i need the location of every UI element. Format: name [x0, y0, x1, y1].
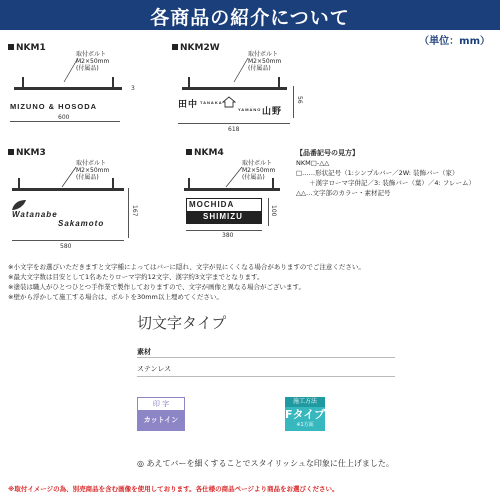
height-dim: 3 — [131, 85, 135, 92]
bolt-note: 取付ボルト M2×50mm (付属品) — [76, 160, 110, 181]
width-dim: 618 — [228, 126, 240, 133]
note-item: ※壁から浮かして施工する場合は、ボルトを30mm以上埋めてください。 — [8, 293, 223, 301]
code-legend — [296, 148, 496, 198]
post-right — [112, 178, 114, 188]
model-id: NKM3 — [8, 148, 46, 158]
height-dim: 167 — [131, 205, 138, 217]
width-dim: 580 — [60, 243, 72, 250]
plate-name-2: SHIMIZU — [203, 212, 243, 221]
post-left — [18, 178, 20, 188]
post-left — [188, 77, 190, 87]
plate-roman-1: TANAKA — [200, 100, 223, 105]
bolt-pointer — [58, 165, 78, 190]
width-line — [178, 123, 290, 124]
plate-name: MIZUNO & HOSODA — [10, 102, 98, 111]
plate-kanji-2: 山野 — [262, 106, 283, 116]
plate-roman-2: YAMANO — [238, 107, 262, 112]
bar — [182, 87, 287, 90]
post-right — [272, 178, 274, 188]
notes-list — [8, 262, 496, 302]
divider — [137, 357, 395, 358]
page-title: 各商品の紹介について — [150, 7, 350, 29]
height-line — [128, 188, 129, 238]
house-icon — [222, 96, 236, 108]
material-value: ステンレス — [137, 365, 172, 373]
print-badge — [137, 397, 185, 431]
width-line — [12, 240, 124, 241]
method-badge-sub: ※1方面 — [296, 422, 314, 428]
width-dim: 380 — [222, 232, 234, 239]
method-badge-main: Fタイプ — [285, 408, 325, 421]
post-left — [22, 77, 24, 87]
bolt-note: 取付ボルト M2×50mm (付属品) — [76, 51, 110, 72]
section-title: 切文字タイプ — [137, 314, 227, 332]
method-badge-body — [285, 407, 325, 431]
legend-code: NKM□-△△ — [296, 159, 330, 167]
print-badge-body: カットイン — [138, 410, 184, 430]
post-left — [188, 178, 190, 188]
method-badge — [285, 397, 325, 431]
note-item: ※小文字をお選びいただきますと文字種によってはバーに隠れ、文字が見にくくなる場合がありますのでご注意ください。 — [8, 263, 365, 271]
plate-name-1: MOCHIDA — [189, 200, 235, 209]
height-dim: 56 — [296, 96, 303, 104]
header-banner — [0, 0, 500, 30]
method-badge-head: 施工方法 — [285, 397, 325, 407]
plate-band — [187, 211, 261, 223]
bolt-note: 取付ボルト M2×50mm (付属品) — [248, 51, 282, 72]
plate-name-1: Watanabe — [12, 210, 58, 219]
width-line — [186, 230, 262, 231]
post-right — [278, 77, 280, 87]
legend-line: □……形状記号（1:シンプルバー／2W: 装飾バー（家） — [296, 169, 459, 177]
bar — [12, 188, 124, 191]
width-dim: 600 — [58, 114, 70, 121]
height-line — [293, 86, 294, 118]
bolt-pointer — [60, 56, 80, 86]
model-id: NKM1 — [8, 43, 46, 53]
bar — [14, 87, 122, 90]
legend-line: △△…文字部のカラー・素材記号 — [296, 189, 391, 197]
footer-note: ※取付イメージの為、別売商品を含む画像を使用しております。各仕様の商品ページより商品をお選びください。 — [8, 485, 339, 493]
note-item: ※塗装は職人がひとつひとつ手作業で製作しておりますので、文字が画像と異なる場合がございます。 — [8, 283, 306, 291]
bar — [184, 188, 280, 191]
plate-name-2: Sakamoto — [58, 219, 105, 228]
bolt-note: 取付ボルト M2×50mm (付属品) — [242, 160, 276, 181]
material-label: 素材 — [137, 348, 151, 356]
bolt-pointer — [230, 56, 250, 86]
width-line — [10, 121, 120, 122]
unit-label: （単位：mm） — [419, 36, 490, 47]
bolt-pointer — [222, 165, 244, 190]
model-id: NKM2W — [172, 43, 220, 53]
post-right — [112, 77, 114, 87]
print-badge-head: 印 字 — [138, 398, 184, 410]
frame-plate — [186, 198, 262, 224]
model-id: NKM4 — [186, 148, 224, 158]
note-item: ※最大文字数は目安として1名あたりローマ字約12文字、漢字約3文字までとなります。 — [8, 273, 264, 281]
tip-text: ◎ あえてバーを細くすることでスタイリッシュな印象に仕上げました。 — [137, 459, 394, 468]
legend-title: 【品番記号の見方】 — [296, 149, 359, 157]
plate-kanji-1: 田中 — [178, 99, 199, 109]
height-dim: 100 — [270, 205, 277, 217]
legend-line: ＋漢字ローマ字併記／3: 装飾バー（葉）／4: フレーム） — [296, 179, 476, 187]
divider — [137, 376, 395, 377]
height-line — [268, 198, 269, 226]
